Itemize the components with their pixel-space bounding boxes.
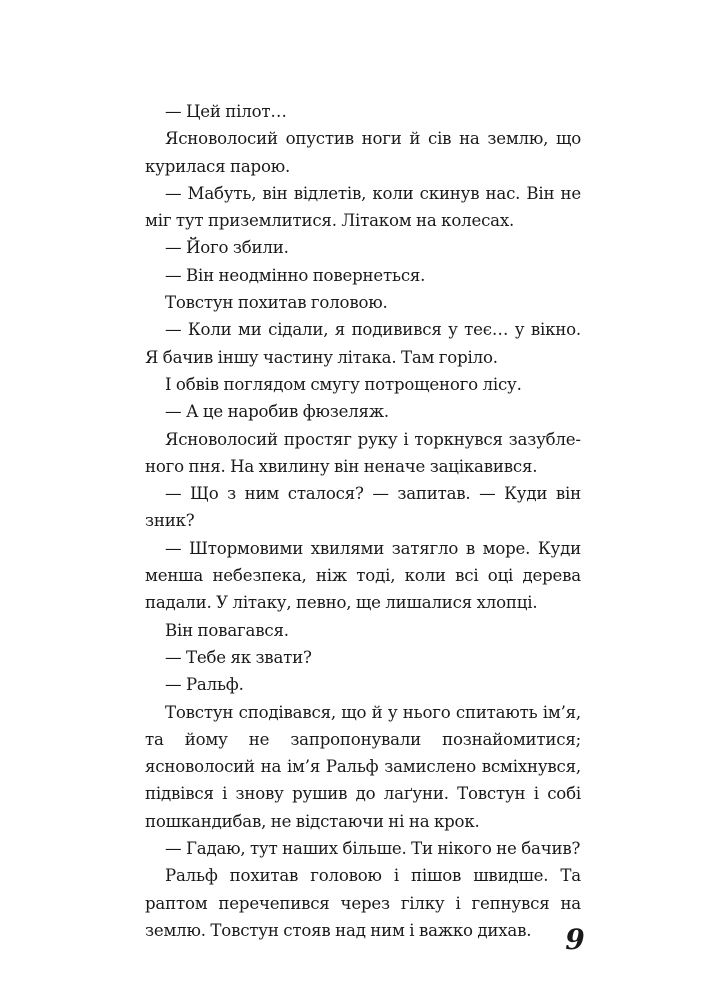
paragraph: І обвів поглядом смугу потрощеного лісу.	[165, 374, 522, 394]
paragraph: Ясноволосий простяг руку і торкнувся зазубленого пня. На хвилину він неначе зацікавився.	[145, 429, 581, 476]
paragraph: Він повагався.	[165, 620, 289, 640]
paragraph: — Коли ми сідали, я подивився у теє… у вікно. Я бачив іншу частину літака. Там горіло.	[145, 320, 581, 367]
paragraph: — Мабуть, він відлетів, коли скинув нас. Він не міг тут приземлитися. Літаком на колесах.	[145, 183, 581, 231]
paragraph: Ясноволосий опустив ноги й сів на землю, що курилася парою.	[145, 129, 581, 176]
page-body	[145, 98, 581, 944]
paragraph: — Штормовими хвилями затягло в море. Куди менша небезпека, ніж тоді, коли всі оці дерева падали. У літаку, певно, ще лишалися хлопці.	[145, 538, 581, 613]
paragraph: — Що з ним сталося? — запитав. — Куди він зник?	[145, 484, 581, 531]
paragraph: Товстун сподівався, що й у нього спитають ім’я, та йому не запропонували познайомитися; ясноволосий на ім’я Ральф замислено всміхнувся, підвівся і знову рушив до лаґуни. Товстун і собі пошкандибав, не відстаючи ні на крок.	[145, 702, 581, 831]
paragraph: — Він неодмінно повернеться.	[165, 265, 426, 285]
paragraph: — Цей пілот…	[165, 102, 287, 121]
paragraph: Товстун похитав головою.	[165, 293, 388, 313]
paragraph: — Його збили.	[165, 238, 289, 258]
paragraph: Ральф похитав головою і пішов швидше. Та раптом перечепився через гілку і гепнувся на землю. Товстун стояв над ним і важко дихав.	[145, 866, 581, 940]
page-number: 9	[565, 923, 585, 956]
paragraph: — Тебе як звати?	[165, 647, 312, 667]
paragraph: — Гадаю, тут наших більше. Ти нікого не бачив?	[165, 839, 581, 859]
paragraph: — А це наробив фюзеляж.	[165, 402, 389, 422]
paragraph: — Ральф.	[165, 675, 244, 695]
